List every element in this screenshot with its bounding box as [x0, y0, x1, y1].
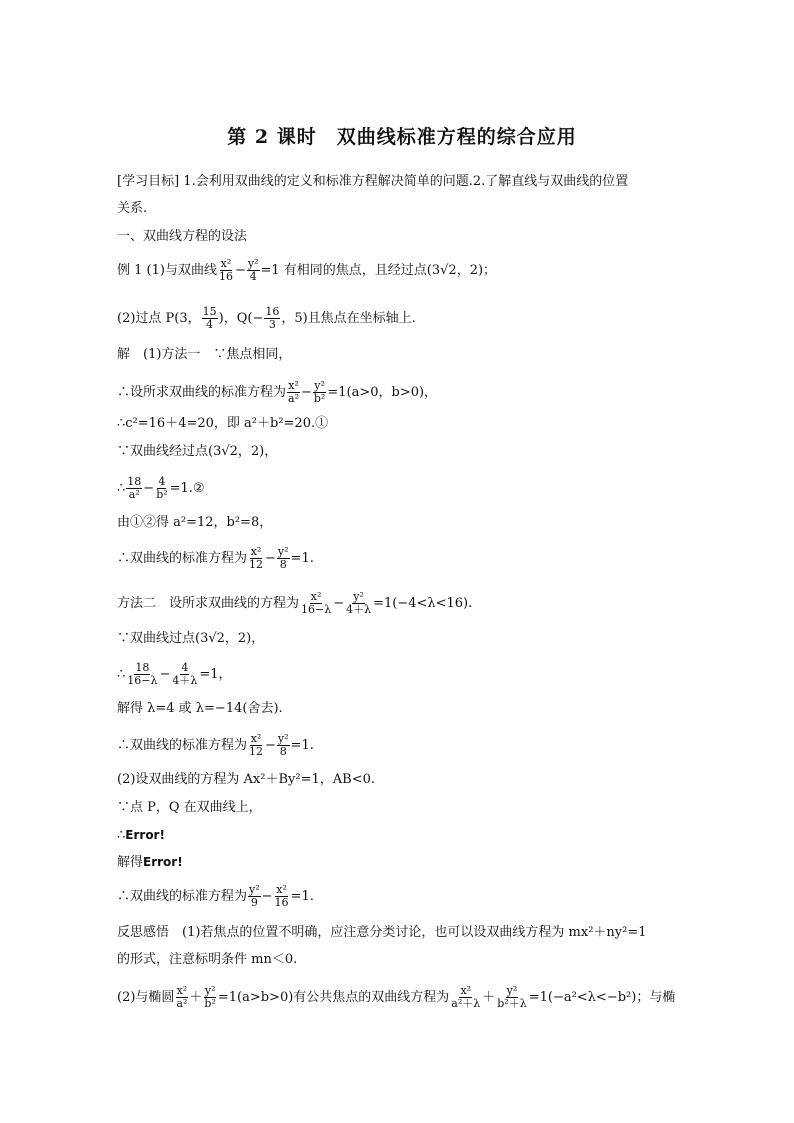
solution-line: 解得Error!	[117, 855, 183, 870]
fraction: $\frac{\text{x²}}{16-\lambda}$	[301, 590, 332, 616]
fraction: $\frac{4}{4+\lambda}$	[172, 661, 198, 687]
solution-line: ∵点 P，Q 在双曲线上，	[117, 800, 262, 815]
fraction: $\frac{\text{y²}}{4}$	[247, 257, 259, 283]
page-title: 第 2 课时 双曲线标准方程的综合应用	[227, 126, 577, 148]
fraction: $\frac{\text{x²}}{16}$	[274, 883, 289, 909]
fraction: $\frac{\text{y²}}{\text{b²}}$	[313, 379, 326, 405]
solution-line: ∴双曲线的标准方程为 $\frac{\text{x²}}{12}$ − $\frac{\text{y²}}{8}$ =1.	[117, 732, 314, 758]
fraction: $\frac{\text{x²}}{\text{a²}}$	[288, 379, 299, 405]
fraction: $\frac{\text{x²}}{12}$	[249, 732, 264, 758]
fraction: $\frac{\text{x²}}{12}$	[249, 545, 264, 571]
solution-line: ∵双曲线经过点(3√2，2)，	[117, 444, 278, 459]
solution-line: ∴c²=16＋4=20，即 a²＋b²=20.①	[117, 416, 329, 431]
example-text: =1 有相同的焦点，且经过点(3√2，2)；	[260, 263, 497, 278]
fraction: $\frac{\text{x²}}{16}$	[218, 257, 233, 283]
error-placeholder: Error!	[143, 855, 183, 869]
example-text: (1)与双曲线	[146, 263, 217, 278]
section-heading: 一、双曲线方程的设法	[117, 229, 248, 244]
fraction: $\frac{18}{16-\lambda}$	[127, 661, 158, 687]
solution-line: (2)设双曲线的方程为 Ax²＋By²=1，AB<0.	[117, 772, 375, 787]
solution-line: ∴ $\frac{18}{\text{a²}}$ − $\frac{4}{\text{b²}}$ =1.②	[117, 475, 205, 501]
fraction: $\frac{4}{\text{b²}}$	[156, 475, 168, 501]
learning-goal-label: [学习目标]	[117, 174, 180, 189]
learning-goal-line-2: 关系.	[117, 201, 148, 216]
solution-line: 方法二 设所求双曲线的方程为 $\frac{\text{x²}}{16-\lambda}$ − $\frac{\text{y²}}{4+\lambda}$ =1(−4<λ<16).	[117, 590, 473, 616]
fraction: $\frac{\text{y²}}{8}$	[277, 545, 289, 571]
solution-line: ∴Error!	[117, 828, 165, 843]
solution-line: 解得 λ=4 或 λ=−14(舍去).	[117, 701, 283, 716]
solution-line: 由①②得 a²=12，b²=8，	[117, 515, 273, 530]
fraction: $\frac{\text{y²}}{\text{b²}}$	[204, 984, 216, 1010]
learning-goal-text: 1.会利用双曲线的定义和标准方程解决简单的问题.2.了解直线与双曲线的位置	[183, 174, 629, 189]
solution-line: ∴双曲线的标准方程为 $\frac{\text{x²}}{12}$ − $\frac{\text{y²}}{8}$ =1.	[117, 545, 314, 571]
example-label: 例 1	[117, 263, 143, 278]
fraction: $\frac{\text{x²}}{\text{a²}}$	[176, 984, 188, 1010]
fraction: $\frac{\text{y²}}{9}$	[249, 883, 260, 909]
solution-line: ∴设所求双曲线的标准方程为 $\frac{\text{x²}}{\text{a²}}$ − $\frac{\text{y²}}{\text{b²}}$ =1(a>0，b>0)，	[117, 379, 438, 405]
error-placeholder: Error!	[125, 828, 165, 842]
solution-line: 解 (1)方法一 ∵焦点相同，	[117, 347, 292, 362]
fraction: $\frac{16}{3}$	[265, 305, 280, 331]
fraction: $\frac{\text{y²}}{4+\lambda}$	[346, 590, 372, 616]
example-1-part-2: (2)过点 P(3， $\frac{15}{4}$ )，Q(− $\frac{16}{3}$ ，5)且焦点在坐标轴上.	[117, 305, 416, 331]
fraction: $\frac{\text{y²}}{\text{b²＋λ}}$	[497, 984, 527, 1010]
solution-line: ∴ $\frac{18}{16-\lambda}$ − $\frac{4}{4+\lambda}$ =1，	[117, 661, 232, 687]
solution-line: ∴双曲线的标准方程为 $\frac{\text{y²}}{9}$ − $\frac{\text{x²}}{16}$ =1.	[117, 883, 314, 909]
fraction: $\frac{18}{\text{a²}}$	[127, 475, 142, 501]
fraction: $\frac{\text{y²}}{8}$	[277, 732, 289, 758]
example-1-part-1: 例 1 (1)与双曲线 $\frac{\text{x²}}{16}$ − $\frac{\text{y²}}{4}$ =1 有相同的焦点，且经过点(3√2，2)；	[117, 257, 497, 283]
reflection-line: 反思感悟 (1)若焦点的位置不明确，应注意分类讨论，也可以设双曲线方程为 mx²＋ny²=1	[117, 925, 647, 940]
fraction: $\frac{15}{4}$	[202, 305, 217, 331]
learning-goal-line-1	[117, 174, 628, 190]
reflection-line: (2)与椭圆 $\frac{\text{x²}}{\text{a²}}$ ＋ $\frac{\text{y²}}{\text{b²}}$ =1(a>b>0)有公共焦点的双曲线方程为 $\frac{\text{x²}}{\text{a²＋λ}}$ ＋ $\frac{\text{y²}}{\text{b²＋λ}}$ =1(−a²<λ<−b²)；与椭	[117, 984, 676, 1010]
fraction: $\frac{\text{x²}}{\text{a²＋λ}}$	[451, 984, 481, 1010]
solution-line: ∵双曲线过点(3√2，2)，	[117, 631, 265, 646]
reflection-line: 的形式，注意标明条件 mn＜0.	[117, 952, 298, 967]
